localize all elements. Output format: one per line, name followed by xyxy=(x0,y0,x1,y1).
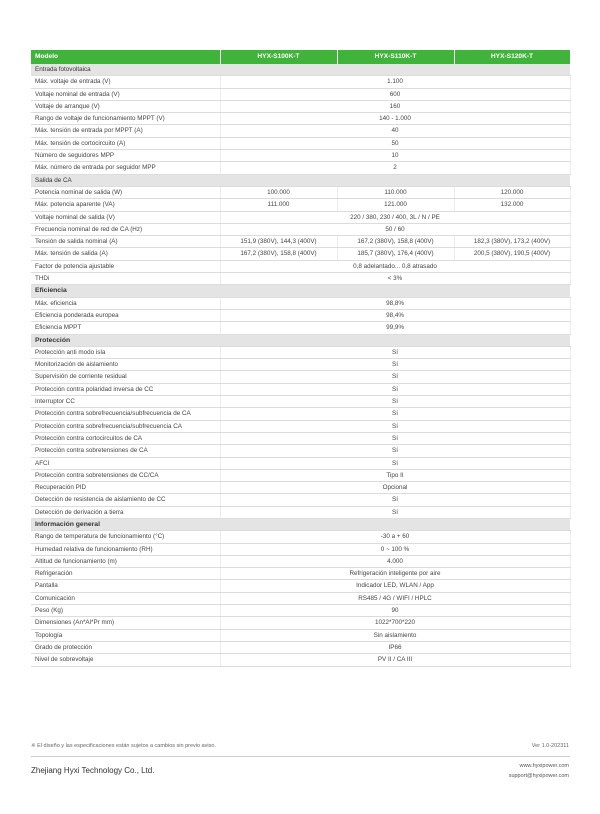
spec-value-s110k: 121.000 xyxy=(337,199,454,211)
spec-row xyxy=(31,199,570,211)
spec-row xyxy=(31,629,570,641)
header-cell-s120k: HYX-S120K-T xyxy=(454,50,570,64)
spec-label: Recuperación PID xyxy=(31,482,220,494)
spec-value: Indicador LED, WLAN / App xyxy=(220,580,570,592)
spec-row xyxy=(31,641,570,653)
spec-value: Refrigeración inteligente por aire xyxy=(220,568,570,580)
spec-value-s110k: 185,7 (380V), 176,4 (400V) xyxy=(337,248,454,260)
spec-value-s100k: 100.000 xyxy=(220,186,337,198)
spec-value: 160 xyxy=(220,100,570,112)
section-header-row xyxy=(31,64,570,76)
spec-value: Sí xyxy=(220,371,570,383)
spec-row xyxy=(31,568,570,580)
version-label: Ver 1.0-202311 xyxy=(531,743,569,749)
spec-sheet xyxy=(31,50,570,667)
spec-row xyxy=(31,162,570,174)
spec-label: Grado de protección xyxy=(31,641,220,653)
footer-divider xyxy=(31,756,570,757)
spec-label: Factor de potencia ajustable xyxy=(31,260,220,272)
spec-row xyxy=(31,555,570,567)
spec-value-s100k: 111.000 xyxy=(220,199,337,211)
spec-value: Sí xyxy=(220,432,570,444)
spec-value: 1022*700*220 xyxy=(220,617,570,629)
spec-value: -30 a + 60 xyxy=(220,531,570,543)
website-link[interactable]: www.hyxipower.com xyxy=(519,763,569,769)
spec-value: 50 / 60 xyxy=(220,223,570,235)
spec-label: Detección de derivación a tierra xyxy=(31,506,220,518)
spec-label: Eficiencia MPPT xyxy=(31,322,220,334)
spec-value: 1.100 xyxy=(220,76,570,88)
section-title: Información general xyxy=(31,518,570,530)
spec-label: Voltaje de arranque (V) xyxy=(31,100,220,112)
spec-row xyxy=(31,260,570,272)
spec-row xyxy=(31,432,570,444)
spec-row xyxy=(31,408,570,420)
spec-row xyxy=(31,506,570,518)
spec-row xyxy=(31,531,570,543)
spec-row xyxy=(31,654,570,666)
spec-row xyxy=(31,420,570,432)
spec-label: Máx. tensión de entrada por MPPT (A) xyxy=(31,125,220,137)
spec-label: Potencia nominal de salida (W) xyxy=(31,186,220,198)
spec-value: Sí xyxy=(220,445,570,457)
spec-value-s110k: 110.000 xyxy=(337,186,454,198)
spec-value: 98,4% xyxy=(220,309,570,321)
spec-row xyxy=(31,592,570,604)
spec-row xyxy=(31,100,570,112)
spec-label: Pantalla xyxy=(31,580,220,592)
header-cell-model: Modelo xyxy=(31,50,220,64)
section-title: Protección xyxy=(31,334,570,346)
spec-value: 98,8% xyxy=(220,297,570,309)
spec-label: Protección contra polaridad inversa de CC xyxy=(31,383,220,395)
spec-label: Máx. eficiencia xyxy=(31,297,220,309)
spec-table xyxy=(31,50,571,667)
spec-label: Rango de temperatura de funcionamiento (°C) xyxy=(31,531,220,543)
header-cell-s100k: HYX-S100K-T xyxy=(220,50,337,64)
spec-row xyxy=(31,88,570,100)
spec-label: Comunicación xyxy=(31,592,220,604)
spec-label: Dimensiones (An*Al*Pr mm) xyxy=(31,617,220,629)
spec-row xyxy=(31,309,570,321)
spec-value: 2 xyxy=(220,162,570,174)
spec-label: Voltaje nominal de salida (V) xyxy=(31,211,220,223)
spec-value: 140 - 1.000 xyxy=(220,113,570,125)
spec-row xyxy=(31,236,570,248)
spec-value: Sí xyxy=(220,359,570,371)
section-header-row xyxy=(31,285,570,297)
spec-value: PV II / CA III xyxy=(220,654,570,666)
spec-value: Opcional xyxy=(220,482,570,494)
spec-value: 99,9% xyxy=(220,322,570,334)
spec-value: Sí xyxy=(220,396,570,408)
spec-label: Interruptor CC xyxy=(31,396,220,408)
spec-value-s100k: 167,2 (380V), 158,8 (400V) xyxy=(220,248,337,260)
spec-row xyxy=(31,76,570,88)
spec-row xyxy=(31,273,570,285)
spec-row xyxy=(31,297,570,309)
spec-label: Humedad relativa de funcionamiento (RH) xyxy=(31,543,220,555)
spec-value-s120k: 200,5 (380V), 190,5 (400V) xyxy=(454,248,570,260)
spec-value: 0 ~ 100 % xyxy=(220,543,570,555)
section-title: Eficiencia xyxy=(31,285,570,297)
spec-value: RS485 / 4G / WIFI / HPLC xyxy=(220,592,570,604)
spec-row xyxy=(31,445,570,457)
spec-label: Topología xyxy=(31,629,220,641)
spec-row xyxy=(31,457,570,469)
spec-row xyxy=(31,137,570,149)
spec-label: Máx. tensión de salida (A) xyxy=(31,248,220,260)
spec-label: Voltaje nominal de entrada (V) xyxy=(31,88,220,100)
spec-value: Sí xyxy=(220,494,570,506)
spec-value: 0,8 adelantado... 0,8 atrasado xyxy=(220,260,570,272)
table-header-row xyxy=(31,50,570,64)
spec-row xyxy=(31,371,570,383)
spec-label: Rango de voltaje de funcionamiento MPPT (V) xyxy=(31,113,220,125)
spec-label: Protección contra cortocircuitos de CA xyxy=(31,432,220,444)
spec-label: Protección contra sobretensiones de CA xyxy=(31,445,220,457)
spec-label: Monitorización de aislamiento xyxy=(31,359,220,371)
spec-label: Número de seguidores MPP xyxy=(31,150,220,162)
spec-row xyxy=(31,543,570,555)
spec-label: Máx. potencia aparente (VA) xyxy=(31,199,220,211)
spec-label: Supervisión de corriente residual xyxy=(31,371,220,383)
spec-row xyxy=(31,186,570,198)
contact-block xyxy=(509,762,569,781)
section-header-row xyxy=(31,334,570,346)
spec-value: 600 xyxy=(220,88,570,100)
spec-value: Tipo II xyxy=(220,469,570,481)
spec-value-s100k: 151,9 (380V), 144,3 (400V) xyxy=(220,236,337,248)
spec-value-s110k: 167,2 (380V), 158,8 (400V) xyxy=(337,236,454,248)
spec-value: 40 xyxy=(220,125,570,137)
spec-value: Sí xyxy=(220,383,570,395)
spec-value: 10 xyxy=(220,150,570,162)
spec-row xyxy=(31,223,570,235)
spec-row xyxy=(31,322,570,334)
spec-label: Máx. tensión de cortocircuito (A) xyxy=(31,137,220,149)
spec-row xyxy=(31,396,570,408)
spec-label: Eficiencia ponderada europea xyxy=(31,309,220,321)
spec-value: Sí xyxy=(220,346,570,358)
spec-row xyxy=(31,617,570,629)
spec-value: 4.000 xyxy=(220,555,570,567)
spec-value-s120k: 182,3 (380V), 173,2 (400V) xyxy=(454,236,570,248)
spec-label: Máx. número de entrada por seguidor MPP xyxy=(31,162,220,174)
spec-label: Protección anti modo isla xyxy=(31,346,220,358)
spec-row xyxy=(31,482,570,494)
spec-label: Peso (Kg) xyxy=(31,605,220,617)
spec-label: AFCI xyxy=(31,457,220,469)
section-title: Entrada fotovoltaica xyxy=(31,64,570,76)
spec-label: Frecuencia nominal de red de CA (Hz) xyxy=(31,223,220,235)
spec-label: Tensión de salida nominal (A) xyxy=(31,236,220,248)
company-name: Zhejiang Hyxi Technology Co., Ltd. xyxy=(31,766,155,775)
spec-label: Máx. voltaje de entrada (V) xyxy=(31,76,220,88)
spec-value-s120k: 120.000 xyxy=(454,186,570,198)
spec-value: 50 xyxy=(220,137,570,149)
spec-row xyxy=(31,383,570,395)
spec-row xyxy=(31,125,570,137)
spec-value: 220 / 380, 230 / 400, 3L / N / PE xyxy=(220,211,570,223)
spec-label: Protección contra sobrefrecuencia/subfrecuencia de CA xyxy=(31,408,220,420)
spec-value-s120k: 132.000 xyxy=(454,199,570,211)
spec-label: THDi xyxy=(31,273,220,285)
spec-row xyxy=(31,346,570,358)
spec-row xyxy=(31,248,570,260)
spec-label: Protección contra sobrefrecuencia/subfrecuencia CA xyxy=(31,420,220,432)
spec-row xyxy=(31,150,570,162)
spec-label: Nivel de sobrevoltaje xyxy=(31,654,220,666)
spec-value: < 3% xyxy=(220,273,570,285)
spec-label: Protección contra sobretensiones de CC/CA xyxy=(31,469,220,481)
spec-label: Detección de resistencia de aislamiento de CC xyxy=(31,494,220,506)
spec-label: Refrigeración xyxy=(31,568,220,580)
section-header-row xyxy=(31,518,570,530)
disclaimer-note: ※ El diseño y las especificaciones están sujetos a cambios sin previo aviso. xyxy=(31,743,216,749)
spec-value: 90 xyxy=(220,605,570,617)
section-title: Salida de CA xyxy=(31,174,570,186)
header-cell-s110k: HYX-S110K-T xyxy=(337,50,454,64)
spec-value: IP66 xyxy=(220,641,570,653)
email-link[interactable]: support@hyxipower.com xyxy=(508,772,569,779)
spec-row xyxy=(31,359,570,371)
spec-row xyxy=(31,494,570,506)
spec-value: Sí xyxy=(220,506,570,518)
spec-value: Sí xyxy=(220,457,570,469)
spec-value: Sí xyxy=(220,408,570,420)
spec-row xyxy=(31,211,570,223)
spec-row xyxy=(31,580,570,592)
spec-value: Sin aislamiento xyxy=(220,629,570,641)
spec-value: Sí xyxy=(220,420,570,432)
spec-row xyxy=(31,113,570,125)
section-header-row xyxy=(31,174,570,186)
spec-row xyxy=(31,469,570,481)
spec-label: Altitud de funcionamiento (m) xyxy=(31,555,220,567)
spec-row xyxy=(31,605,570,617)
